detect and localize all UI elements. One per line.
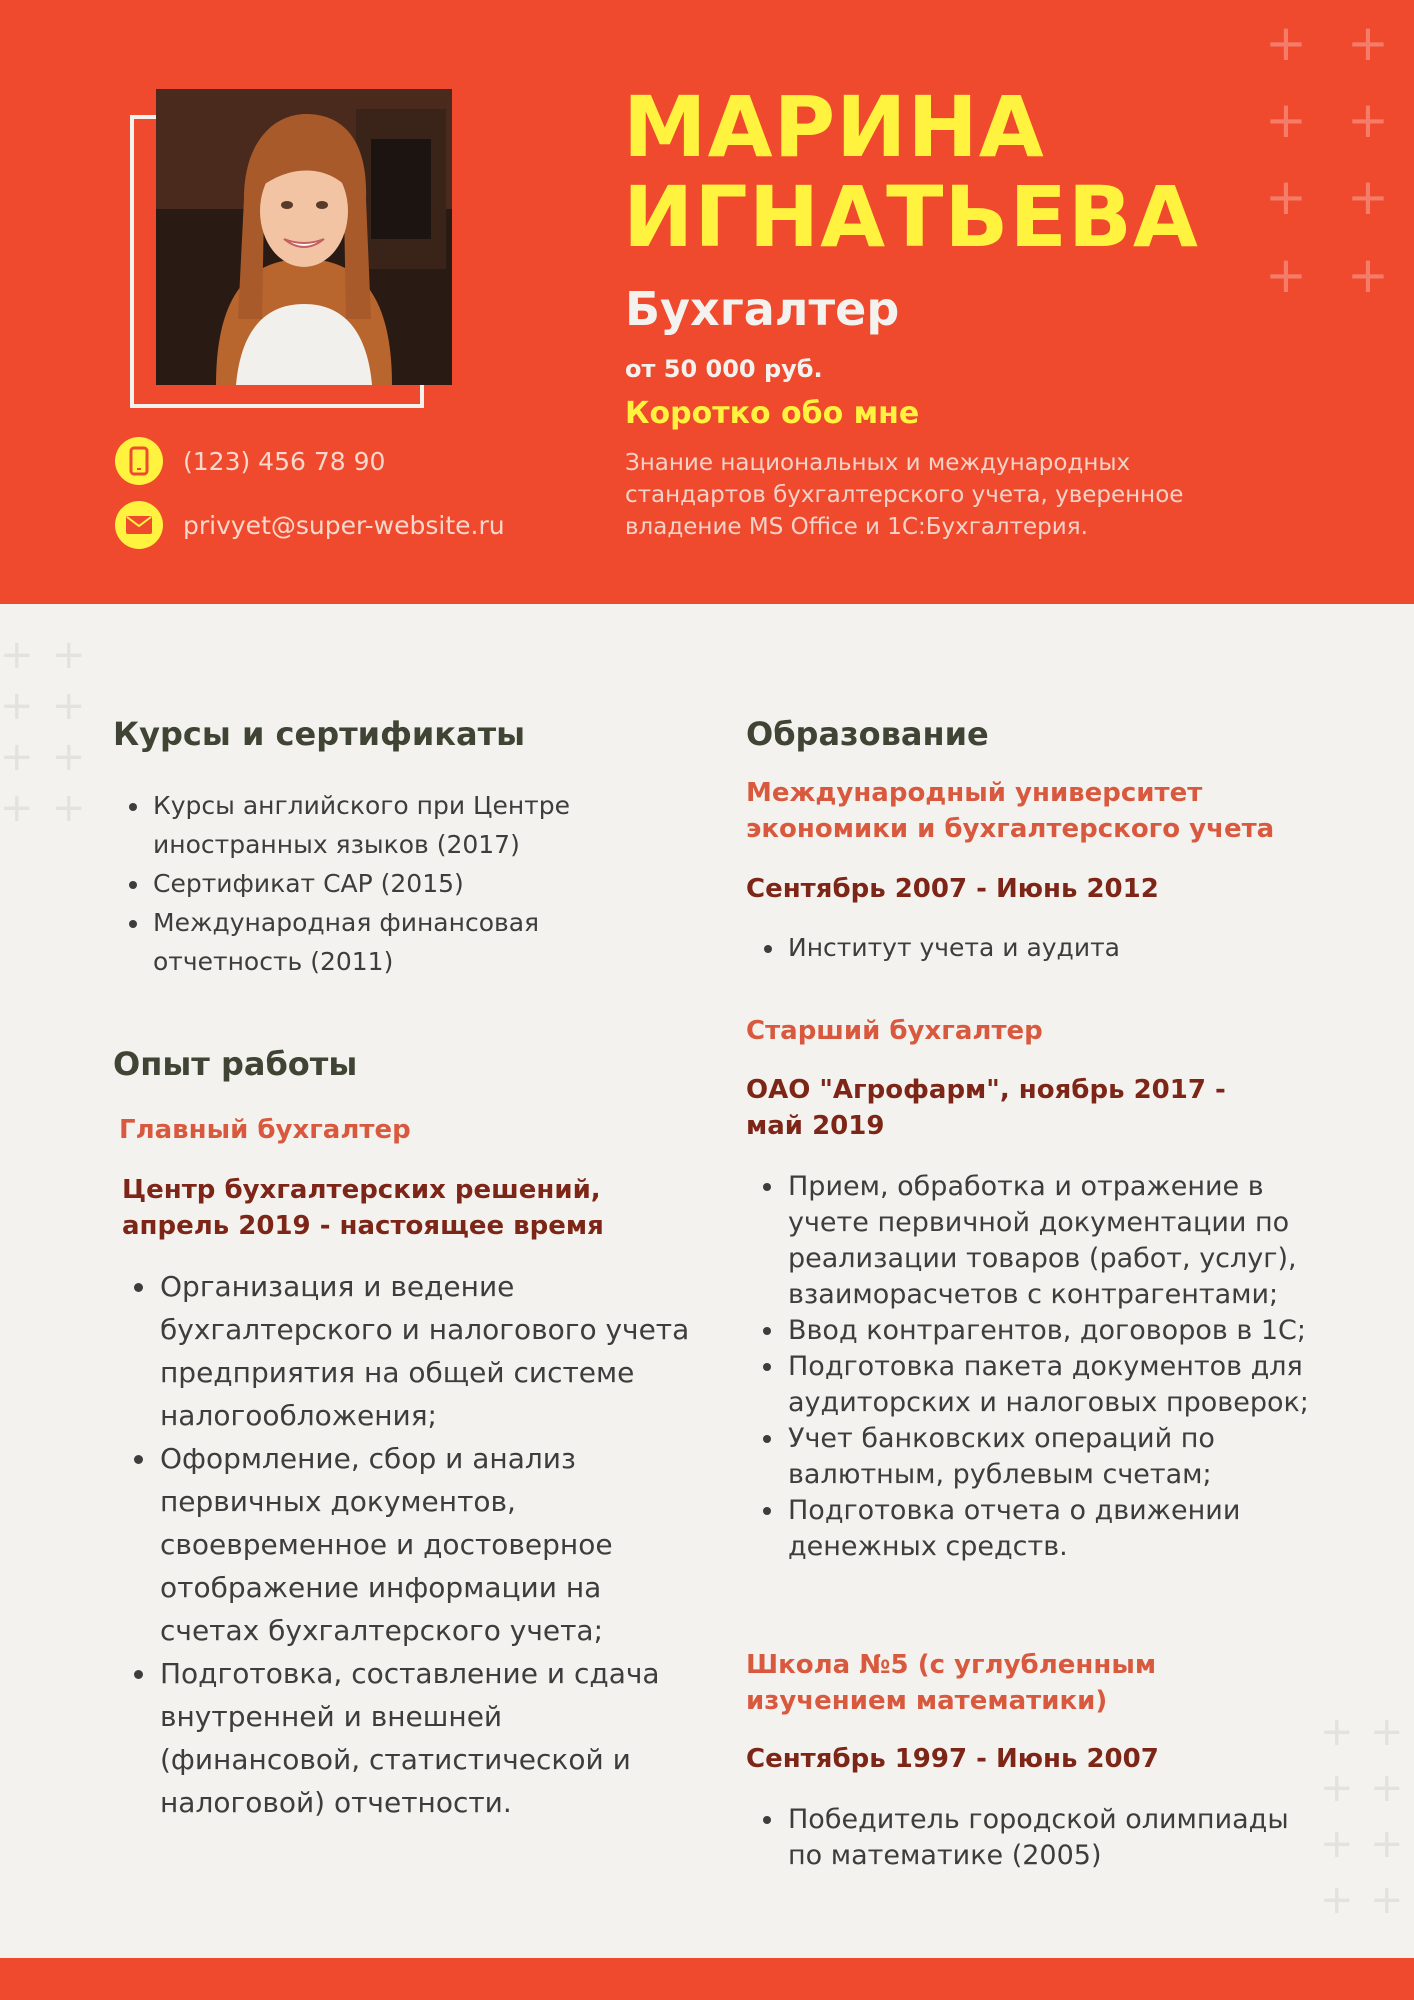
plus-decoration-icon: + xyxy=(0,683,34,729)
about-heading: Коротко обо мне xyxy=(625,396,920,431)
full-name xyxy=(623,78,1199,266)
plus-decoration-icon: + xyxy=(1370,1877,1404,1923)
list-item: • Сертификат САР (2015) xyxy=(151,864,671,903)
profile-photo xyxy=(156,89,452,385)
list-item: • Оформление, сбор и анализ первичных документов, своевременное и достоверное отображение информации на счетах бухгалтерского учета; xyxy=(158,1437,698,1652)
edu2-dates: Сентябрь 1997 - Июнь 2007 xyxy=(746,1744,1159,1774)
list-item: • Ввод контрагентов, договоров в 1С; xyxy=(786,1313,1346,1349)
phone-icon xyxy=(115,437,163,485)
contact-email xyxy=(115,501,505,549)
job1-role: Главный бухгалтер xyxy=(119,1115,411,1145)
last-name: ИГНАТЬЕВА xyxy=(623,168,1199,266)
job1-duties-list xyxy=(122,1265,698,1824)
job1-org-dates: Центр бухгалтерских решений, апрель 2019 - настоящее время xyxy=(122,1175,604,1241)
plus-decoration-icon: + xyxy=(52,785,86,831)
edu1-list xyxy=(750,930,1306,966)
list-item: • Подготовка отчета о движении денежных средств. xyxy=(786,1493,1346,1565)
plus-decoration-icon: + xyxy=(1265,168,1307,226)
edu2-list xyxy=(750,1802,1306,1874)
contact-phone xyxy=(115,437,385,485)
salary-expectation: от 50 000 руб. xyxy=(625,355,823,383)
plus-decoration-icon: + xyxy=(1320,1877,1354,1923)
list-item: • Победитель городской олимпиады по математике (2005) xyxy=(786,1802,1306,1874)
header-banner xyxy=(0,0,1414,604)
plus-decoration-icon: + xyxy=(1370,1709,1404,1755)
plus-decoration-icon: + xyxy=(0,785,34,831)
job2-role: Старший бухгалтер xyxy=(746,1016,1043,1046)
courses-list xyxy=(115,786,671,981)
first-name: МАРИНА xyxy=(623,78,1045,176)
job-title: Бухгалтер xyxy=(625,282,900,336)
plus-decoration-icon: + xyxy=(0,632,34,678)
email-address[interactable]: privyet@super-website.ru xyxy=(183,510,505,540)
education-heading: Образование xyxy=(746,715,989,753)
about-text: Знание национальных и международных стандартов бухгалтерского учета, уверенное владение MS Office и 1С:Бухгалтерия. xyxy=(625,450,1184,540)
plus-decoration-icon: + xyxy=(52,734,86,780)
plus-decoration-icon: + xyxy=(1265,91,1307,149)
plus-decoration-icon: + xyxy=(52,683,86,729)
list-item: • Подготовка, составление и сдача внутренней и внешней (финансовой, статистической и налоговой) отчетности. xyxy=(158,1652,698,1824)
plus-decoration-icon: + xyxy=(1370,1765,1404,1811)
edu1-institution: Международный университет экономики и бухгалтерского учета xyxy=(746,778,1275,844)
plus-decoration-icon: + xyxy=(52,632,86,678)
plus-decoration-icon: + xyxy=(0,734,34,780)
plus-decoration-icon: + xyxy=(1320,1765,1354,1811)
experience-heading: Опыт работы xyxy=(113,1045,358,1083)
plus-decoration-icon: + xyxy=(1320,1821,1354,1867)
list-item: • Организация и ведение бухгалтерского и налогового учета предприятия на общей системе налогообложения; xyxy=(158,1265,698,1437)
plus-decoration-icon: + xyxy=(1265,14,1307,72)
plus-decoration-icon: + xyxy=(1347,246,1389,304)
footer-bar xyxy=(0,1958,1414,2000)
phone-number[interactable]: (123) 456 78 90 xyxy=(183,446,386,476)
job2-duties-list xyxy=(750,1169,1346,1565)
courses-heading: Курсы и сертификаты xyxy=(113,715,526,753)
list-item: • Учет банковских операций по валютным, рублевым счетам; xyxy=(786,1421,1346,1493)
plus-decoration-icon: + xyxy=(1347,91,1389,149)
job2-org-dates: ОАО "Агрофарм", ноябрь 2017 - май 2019 xyxy=(746,1075,1226,1141)
mail-icon xyxy=(115,501,163,549)
plus-decoration-icon: + xyxy=(1320,1709,1354,1755)
plus-decoration-icon: + xyxy=(1265,246,1307,304)
list-item: • Подготовка пакета документов для аудиторских и налоговых проверок; xyxy=(786,1349,1346,1421)
edu2-institution: Школа №5 (с углубленным изучением математики) xyxy=(746,1650,1157,1716)
list-item: • Международная финансовая отчетность (2011) xyxy=(151,903,671,981)
list-item: • Прием, обработка и отражение в учете первичной документации по реализации товаров (работ, услуг), взаиморасчетов с контрагентами; xyxy=(786,1169,1346,1313)
plus-decoration-icon: + xyxy=(1347,168,1389,226)
edu1-dates: Сентябрь 2007 - Июнь 2012 xyxy=(746,874,1159,904)
plus-decoration-icon: + xyxy=(1370,1821,1404,1867)
plus-decoration-icon: + xyxy=(1347,14,1389,72)
list-item: • Курсы английского при Центре иностранных языков (2017) xyxy=(151,786,671,864)
list-item: • Институт учета и аудита xyxy=(786,930,1306,966)
